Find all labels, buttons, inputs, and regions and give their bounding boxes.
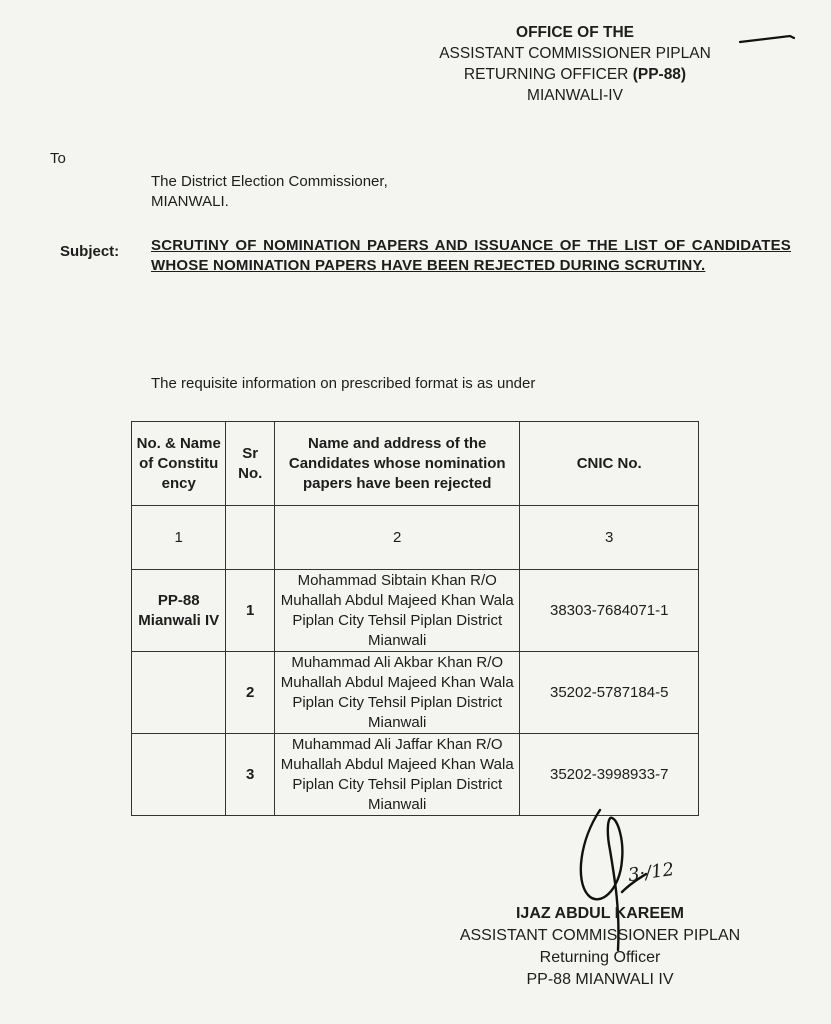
signature-date: 3·/12 bbox=[626, 858, 676, 887]
constituency-cell-empty bbox=[132, 652, 226, 734]
cnic-cell: 35202-5787184-5 bbox=[520, 652, 699, 734]
signatory-name: IJAZ ABDUL KAREEM bbox=[515, 905, 684, 922]
office-header bbox=[415, 22, 735, 106]
pen-mark-icon bbox=[738, 28, 798, 48]
subject-label: Subject: bbox=[60, 243, 120, 260]
signatory-office: PP-88 MIANWALI IV bbox=[526, 971, 674, 988]
header-cnic: CNIC No. bbox=[520, 422, 699, 506]
intro-text: The requisite information on prescribed format is as under bbox=[151, 375, 536, 392]
header-constituency: No. & Name of Constitu ency bbox=[132, 422, 226, 506]
sr-cell: 1 bbox=[226, 570, 275, 652]
signatory-designation: ASSISTANT COMMISSIONER PIPLAN bbox=[459, 927, 741, 944]
cnic-cell: 35202-3998933-7 bbox=[520, 734, 699, 816]
recipient-line-2: MIANWALI. bbox=[151, 193, 229, 210]
table-row bbox=[132, 652, 699, 734]
candidate-cell: Muhammad Ali Jaffar Khan R/O Muhallah Abdul Majeed Khan Wala Piplan City Tehsil Piplan District Mianwali bbox=[275, 734, 520, 816]
header-sr-no: Sr No. bbox=[226, 422, 275, 506]
candidate-cell: Mohammad Sibtain Khan R/O Muhallah Abdul Majeed Khan Wala Piplan City Tehsil Piplan District Mianwali bbox=[275, 570, 520, 652]
table-header-row bbox=[132, 422, 699, 506]
header-name-address: Name and address of the Candidates whose nomination papers have been rejected bbox=[275, 422, 520, 506]
recipient-line-1: The District Election Commissioner, bbox=[151, 173, 388, 190]
signatory-role: Returning Officer bbox=[539, 949, 661, 966]
header-line-3 bbox=[415, 64, 735, 85]
recipient-block bbox=[151, 172, 388, 212]
constituency-cell-empty bbox=[132, 734, 226, 816]
subject-text: SCRUTINY OF NOMINATION PAPERS AND ISSUANCE OF THE LIST OF CANDIDATES WHOSE NOMINATION PAPERS HAVE BEEN REJECTED DURING SCRUTINY. bbox=[151, 237, 791, 274]
header-line-3-text: RETURNING OFFICER bbox=[463, 66, 633, 83]
header-line-3-bold: (PP-88) bbox=[632, 66, 687, 83]
column-number bbox=[226, 506, 275, 570]
header-line-2: ASSISTANT COMMISSIONER PIPLAN bbox=[439, 45, 711, 62]
sr-cell: 2 bbox=[226, 652, 275, 734]
cnic-cell: 38303-7684071-1 bbox=[520, 570, 699, 652]
to-label: To bbox=[50, 150, 66, 167]
column-number: 3 bbox=[520, 506, 699, 570]
column-number: 1 bbox=[132, 506, 226, 570]
constituency-cell: PP-88 Mianwali IV bbox=[132, 570, 226, 652]
signatory-block bbox=[420, 903, 780, 991]
rejected-candidates-table bbox=[131, 421, 699, 816]
sr-cell: 3 bbox=[226, 734, 275, 816]
candidate-cell: Muhammad Ali Akbar Khan R/O Muhallah Abdul Majeed Khan Wala Piplan City Tehsil Piplan District Mianwali bbox=[275, 652, 520, 734]
header-line-4: MIANWALI-IV bbox=[527, 87, 623, 104]
table-row bbox=[132, 570, 699, 652]
column-number: 2 bbox=[275, 506, 520, 570]
header-line-1: OFFICE OF THE bbox=[516, 24, 634, 41]
column-number-row bbox=[132, 506, 699, 570]
